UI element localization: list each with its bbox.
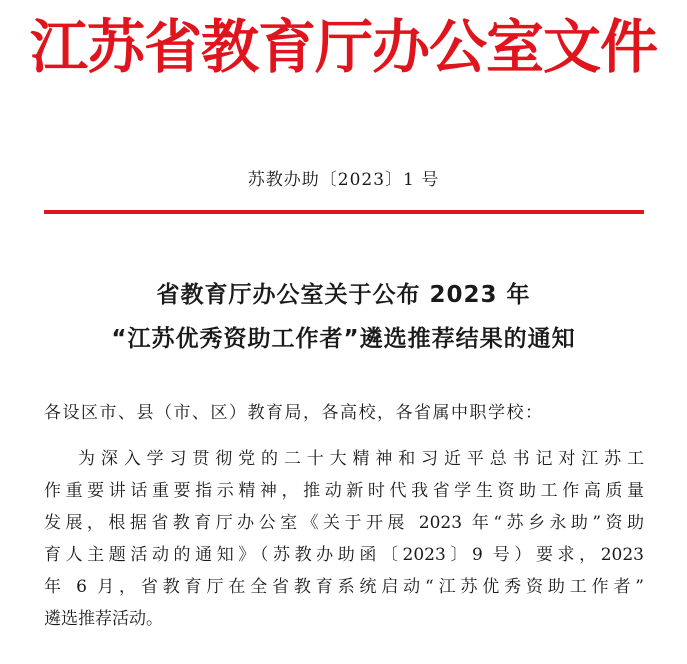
- paragraph-line: 遴选推荐活动。: [44, 609, 163, 629]
- paragraph-line: 发展，根据省教育厅办公室《关于开展 2023 年“苏乡永助”资助: [44, 513, 644, 533]
- paragraph-line: 育人主题活动的通知》（苏教办助函〔2023〕9 号）要求，2023: [44, 545, 644, 565]
- body-paragraph: [44, 443, 644, 635]
- salutation: 各设区市、县（市、区）教育局，各高校，各省属中职学校：: [44, 403, 544, 423]
- document-masthead-title: 江苏省教育厅办公室文件: [29, 13, 657, 81]
- paragraph-line: 作重要讲话重要指示精神，推动新时代我省学生资助工作高质量: [44, 481, 644, 501]
- paragraph-line: 年 6 月，省教育厅在全省教育系统启动“江苏优秀资助工作者”: [44, 577, 644, 597]
- notice-title-line-2: “江苏优秀资助工作者”遴选推荐结果的通知: [111, 326, 576, 352]
- notice-title-line-1: 省教育厅办公室关于公布 2023 年: [156, 282, 531, 308]
- document-number: 苏教办助〔2023〕1 号: [247, 170, 440, 190]
- paragraph-line: 为深入学习贯彻党的二十大精神和习近平总书记对江苏工: [78, 449, 644, 469]
- red-divider-line: [44, 210, 644, 214]
